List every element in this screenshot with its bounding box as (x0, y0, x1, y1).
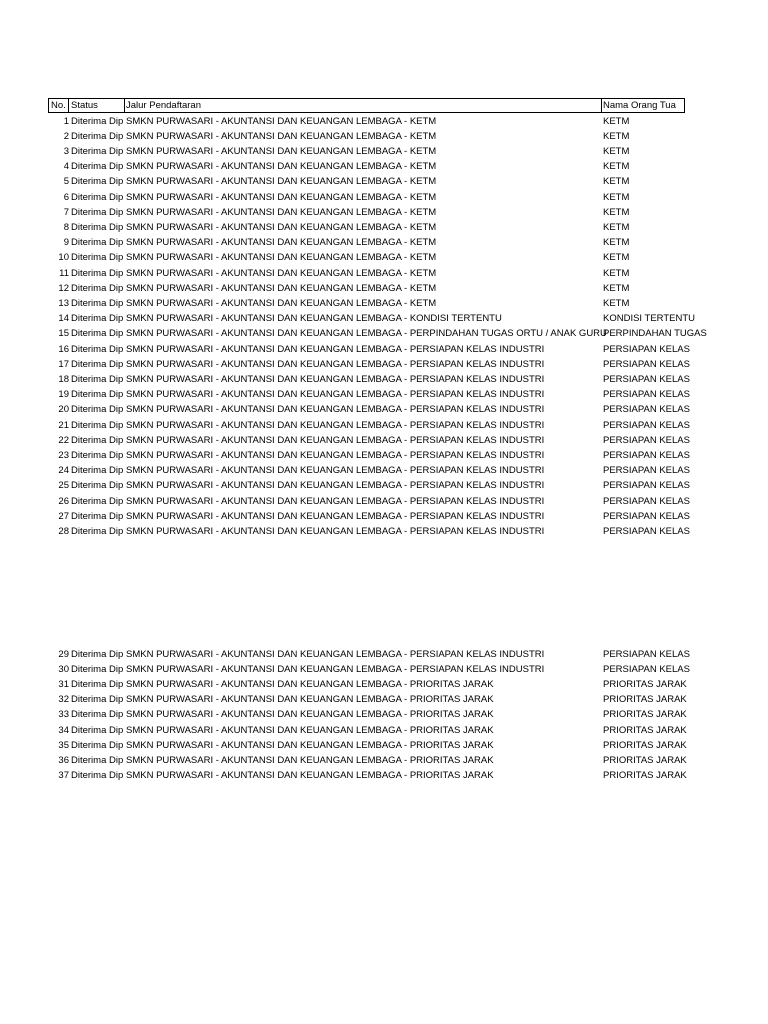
row-status: Diterima Dip (71, 282, 124, 294)
row-number: 36 (58, 754, 69, 766)
row-status: Diterima Dip (71, 739, 124, 751)
row-number: 25 (58, 480, 69, 492)
table-row (0, 311, 768, 326)
table-row (0, 448, 768, 463)
row-number: 32 (58, 694, 69, 706)
table-row (0, 433, 768, 448)
table-row (0, 342, 768, 357)
table-row (0, 677, 768, 692)
row-jalur-pendaftaran: SMKN PURWASARI - AKUNTANSI DAN KEUANGAN LEMBAGA - KETM (126, 115, 437, 127)
row-status: Diterima Dip (71, 449, 124, 461)
row-status: Diterima Dip (71, 176, 124, 188)
table-row (0, 281, 768, 296)
row-status: Diterima Dip (71, 754, 124, 766)
row-number: 23 (58, 449, 69, 461)
row-status: Diterima Dip (71, 115, 124, 127)
row-jalur-pendaftaran: SMKN PURWASARI - AKUNTANSI DAN KEUANGAN LEMBAGA - PERSIAPAN KELAS INDUSTRI (126, 480, 545, 492)
table-row (0, 205, 768, 220)
row-status: Diterima Dip (71, 724, 124, 736)
row-status: Diterima Dip (71, 358, 124, 370)
row-number: 6 (63, 191, 69, 203)
row-nama-orang-tua: PRIORITAS JARAK (603, 754, 687, 766)
row-nama-orang-tua: KETM (603, 221, 630, 233)
header-divider (601, 99, 602, 112)
table-row (0, 509, 768, 524)
row-nama-orang-tua: PERSIAPAN KELAS (603, 343, 690, 355)
row-jalur-pendaftaran: SMKN PURWASARI - AKUNTANSI DAN KEUANGAN LEMBAGA - PERSIAPAN KELAS INDUSTRI (126, 449, 545, 461)
row-nama-orang-tua: PRIORITAS JARAK (603, 709, 687, 721)
table-row (0, 372, 768, 387)
row-status: Diterima Dip (71, 465, 124, 477)
table-row (0, 326, 768, 341)
row-jalur-pendaftaran: SMKN PURWASARI - AKUNTANSI DAN KEUANGAN LEMBAGA - KETM (126, 206, 437, 218)
row-jalur-pendaftaran: SMKN PURWASARI - AKUNTANSI DAN KEUANGAN LEMBAGA - PERSIAPAN KELAS INDUSTRI (126, 434, 545, 446)
row-number: 35 (58, 739, 69, 751)
row-number: 15 (58, 328, 69, 340)
row-status: Diterima Dip (71, 313, 124, 325)
row-nama-orang-tua: PERSIAPAN KELAS (603, 510, 690, 522)
row-number: 26 (58, 495, 69, 507)
row-number: 33 (58, 709, 69, 721)
row-number: 18 (58, 373, 69, 385)
row-jalur-pendaftaran: SMKN PURWASARI - AKUNTANSI DAN KEUANGAN LEMBAGA - PERSIAPAN KELAS INDUSTRI (126, 404, 545, 416)
row-jalur-pendaftaran: SMKN PURWASARI - AKUNTANSI DAN KEUANGAN LEMBAGA - KETM (126, 282, 437, 294)
table-row (0, 129, 768, 144)
row-nama-orang-tua: PERPINDAHAN TUGAS (603, 328, 707, 340)
table-row (0, 266, 768, 281)
table-row (0, 692, 768, 707)
row-nama-orang-tua: PERSIAPAN KELAS (603, 663, 690, 675)
row-jalur-pendaftaran: SMKN PURWASARI - AKUNTANSI DAN KEUANGAN LEMBAGA - KETM (126, 161, 437, 173)
row-nama-orang-tua: KETM (603, 252, 630, 264)
row-nama-orang-tua: PERSIAPAN KELAS (603, 648, 690, 660)
row-number: 13 (58, 297, 69, 309)
header-divider (68, 99, 69, 112)
row-status: Diterima Dip (71, 221, 124, 233)
row-number: 30 (58, 663, 69, 675)
row-jalur-pendaftaran: SMKN PURWASARI - AKUNTANSI DAN KEUANGAN LEMBAGA - PERSIAPAN KELAS INDUSTRI (126, 663, 545, 675)
table-row (0, 235, 768, 250)
row-number: 27 (58, 510, 69, 522)
row-number: 2 (63, 130, 69, 142)
row-nama-orang-tua: KETM (603, 145, 630, 157)
row-jalur-pendaftaran: SMKN PURWASARI - AKUNTANSI DAN KEUANGAN LEMBAGA - PERSIAPAN KELAS INDUSTRI (126, 358, 545, 370)
row-number: 31 (58, 678, 69, 690)
table-row (0, 524, 768, 539)
row-status: Diterima Dip (71, 770, 124, 782)
table-row (0, 463, 768, 478)
row-nama-orang-tua: KONDISI TERTENTU (603, 313, 696, 325)
row-number: 28 (58, 525, 69, 537)
row-number: 20 (58, 404, 69, 416)
row-number: 34 (58, 724, 69, 736)
row-nama-orang-tua: PERSIAPAN KELAS (603, 495, 690, 507)
row-jalur-pendaftaran: SMKN PURWASARI - AKUNTANSI DAN KEUANGAN LEMBAGA - KETM (126, 145, 437, 157)
table-row (0, 418, 768, 433)
row-jalur-pendaftaran: SMKN PURWASARI - AKUNTANSI DAN KEUANGAN LEMBAGA - PERSIAPAN KELAS INDUSTRI (126, 495, 545, 507)
row-status: Diterima Dip (71, 145, 124, 157)
table-row (0, 159, 768, 174)
row-jalur-pendaftaran: SMKN PURWASARI - AKUNTANSI DAN KEUANGAN LEMBAGA - KETM (126, 130, 437, 142)
row-status: Diterima Dip (71, 709, 124, 721)
row-nama-orang-tua: PERSIAPAN KELAS (603, 358, 690, 370)
table-row (0, 753, 768, 768)
row-jalur-pendaftaran: SMKN PURWASARI - AKUNTANSI DAN KEUANGAN LEMBAGA - KETM (126, 221, 437, 233)
table-row (0, 494, 768, 509)
row-nama-orang-tua: PERSIAPAN KELAS (603, 480, 690, 492)
table-row (0, 114, 768, 129)
row-status: Diterima Dip (71, 206, 124, 218)
row-nama-orang-tua: PERSIAPAN KELAS (603, 419, 690, 431)
table-row (0, 707, 768, 722)
row-jalur-pendaftaran: SMKN PURWASARI - AKUNTANSI DAN KEUANGAN LEMBAGA - PERSIAPAN KELAS INDUSTRI (126, 389, 545, 401)
row-jalur-pendaftaran: SMKN PURWASARI - AKUNTANSI DAN KEUANGAN LEMBAGA - KETM (126, 191, 437, 203)
header-status: Status (71, 100, 98, 111)
row-status: Diterima Dip (71, 510, 124, 522)
row-jalur-pendaftaran: SMKN PURWASARI - AKUNTANSI DAN KEUANGAN LEMBAGA - PERSIAPAN KELAS INDUSTRI (126, 419, 545, 431)
row-jalur-pendaftaran: SMKN PURWASARI - AKUNTANSI DAN KEUANGAN LEMBAGA - KETM (126, 267, 437, 279)
row-jalur-pendaftaran: SMKN PURWASARI - AKUNTANSI DAN KEUANGAN LEMBAGA - KETM (126, 252, 437, 264)
row-status: Diterima Dip (71, 373, 124, 385)
row-number: 7 (63, 206, 69, 218)
row-nama-orang-tua: KETM (603, 191, 630, 203)
table-row (0, 723, 768, 738)
header-jalur-pendaftaran: Jalur Pendaftaran (126, 100, 201, 111)
table-row (0, 478, 768, 493)
row-status: Diterima Dip (71, 130, 124, 142)
row-status: Diterima Dip (71, 434, 124, 446)
row-status: Diterima Dip (71, 297, 124, 309)
row-jalur-pendaftaran: SMKN PURWASARI - AKUNTANSI DAN KEUANGAN LEMBAGA - PRIORITAS JARAK (126, 694, 494, 706)
row-jalur-pendaftaran: SMKN PURWASARI - AKUNTANSI DAN KEUANGAN LEMBAGA - PRIORITAS JARAK (126, 709, 494, 721)
row-number: 11 (59, 267, 69, 279)
table-row (0, 296, 768, 311)
row-jalur-pendaftaran: SMKN PURWASARI - AKUNTANSI DAN KEUANGAN LEMBAGA - KONDISI TERTENTU (126, 313, 502, 325)
row-nama-orang-tua: PRIORITAS JARAK (603, 678, 687, 690)
row-status: Diterima Dip (71, 495, 124, 507)
row-nama-orang-tua: PERSIAPAN KELAS (603, 465, 690, 477)
row-jalur-pendaftaran: SMKN PURWASARI - AKUNTANSI DAN KEUANGAN LEMBAGA - PERSIAPAN KELAS INDUSTRI (126, 373, 545, 385)
row-number: 10 (58, 252, 69, 264)
row-status: Diterima Dip (71, 252, 124, 264)
row-jalur-pendaftaran: SMKN PURWASARI - AKUNTANSI DAN KEUANGAN LEMBAGA - PRIORITAS JARAK (126, 739, 494, 751)
row-number: 29 (58, 648, 69, 660)
row-number: 24 (58, 465, 69, 477)
row-jalur-pendaftaran: SMKN PURWASARI - AKUNTANSI DAN KEUANGAN LEMBAGA - KETM (126, 297, 437, 309)
table-row (0, 768, 768, 783)
row-status: Diterima Dip (71, 419, 124, 431)
row-number: 9 (63, 237, 69, 249)
table-row (0, 357, 768, 372)
row-status: Diterima Dip (71, 678, 124, 690)
header-nama-orang-tua: Nama Orang Tua (603, 100, 676, 111)
row-jalur-pendaftaran: SMKN PURWASARI - AKUNTANSI DAN KEUANGAN LEMBAGA - PERSIAPAN KELAS INDUSTRI (126, 525, 545, 537)
row-number: 1 (63, 115, 69, 127)
row-nama-orang-tua: KETM (603, 297, 630, 309)
table-row (0, 220, 768, 235)
table-row (0, 190, 768, 205)
row-status: Diterima Dip (71, 191, 124, 203)
row-status: Diterima Dip (71, 694, 124, 706)
row-nama-orang-tua: PRIORITAS JARAK (603, 724, 687, 736)
row-status: Diterima Dip (71, 267, 124, 279)
row-status: Diterima Dip (71, 663, 124, 675)
row-number: 5 (63, 176, 69, 188)
table-row (0, 144, 768, 159)
row-number: 21 (58, 419, 69, 431)
row-nama-orang-tua: KETM (603, 237, 630, 249)
header-divider (124, 99, 125, 112)
row-nama-orang-tua: KETM (603, 267, 630, 279)
row-nama-orang-tua: PRIORITAS JARAK (603, 694, 687, 706)
row-jalur-pendaftaran: SMKN PURWASARI - AKUNTANSI DAN KEUANGAN LEMBAGA - PRIORITAS JARAK (126, 724, 494, 736)
row-nama-orang-tua: KETM (603, 115, 630, 127)
row-status: Diterima Dip (71, 648, 124, 660)
row-jalur-pendaftaran: SMKN PURWASARI - AKUNTANSI DAN KEUANGAN LEMBAGA - KETM (126, 237, 437, 249)
row-nama-orang-tua: KETM (603, 176, 630, 188)
row-number: 4 (63, 161, 69, 173)
row-nama-orang-tua: PERSIAPAN KELAS (603, 449, 690, 461)
table-header (48, 98, 685, 113)
table-row (0, 174, 768, 189)
row-status: Diterima Dip (71, 404, 124, 416)
row-jalur-pendaftaran: SMKN PURWASARI - AKUNTANSI DAN KEUANGAN LEMBAGA - PRIORITAS JARAK (126, 770, 494, 782)
row-nama-orang-tua: PERSIAPAN KELAS (603, 525, 690, 537)
row-nama-orang-tua: KETM (603, 206, 630, 218)
row-status: Diterima Dip (71, 343, 124, 355)
row-nama-orang-tua: PERSIAPAN KELAS (603, 389, 690, 401)
row-jalur-pendaftaran: SMKN PURWASARI - AKUNTANSI DAN KEUANGAN LEMBAGA - PERSIAPAN KELAS INDUSTRI (126, 343, 545, 355)
row-status: Diterima Dip (71, 237, 124, 249)
table-row (0, 647, 768, 662)
row-jalur-pendaftaran: SMKN PURWASARI - AKUNTANSI DAN KEUANGAN LEMBAGA - PERPINDAHAN TUGAS ORTU / ANAK GURU (126, 328, 607, 340)
table-row (0, 402, 768, 417)
row-status: Diterima Dip (71, 480, 124, 492)
row-jalur-pendaftaran: SMKN PURWASARI - AKUNTANSI DAN KEUANGAN LEMBAGA - PERSIAPAN KELAS INDUSTRI (126, 510, 545, 522)
row-jalur-pendaftaran: SMKN PURWASARI - AKUNTANSI DAN KEUANGAN LEMBAGA - PERSIAPAN KELAS INDUSTRI (126, 465, 545, 477)
row-status: Diterima Dip (71, 389, 124, 401)
row-number: 3 (63, 145, 69, 157)
row-status: Diterima Dip (71, 525, 124, 537)
row-status: Diterima Dip (71, 161, 124, 173)
row-number: 22 (58, 434, 69, 446)
row-nama-orang-tua: PRIORITAS JARAK (603, 770, 687, 782)
row-nama-orang-tua: PERSIAPAN KELAS (603, 434, 690, 446)
row-nama-orang-tua: KETM (603, 130, 630, 142)
row-number: 8 (63, 221, 69, 233)
row-number: 12 (58, 282, 69, 294)
table-row (0, 387, 768, 402)
row-jalur-pendaftaran: SMKN PURWASARI - AKUNTANSI DAN KEUANGAN LEMBAGA - KETM (126, 176, 437, 188)
row-number: 14 (58, 313, 69, 325)
table-row (0, 662, 768, 677)
row-status: Diterima Dip (71, 328, 124, 340)
table-row (0, 250, 768, 265)
row-nama-orang-tua: PERSIAPAN KELAS (603, 373, 690, 385)
row-nama-orang-tua: KETM (603, 282, 630, 294)
table-row (0, 738, 768, 753)
row-nama-orang-tua: KETM (603, 161, 630, 173)
row-nama-orang-tua: PRIORITAS JARAK (603, 739, 687, 751)
row-number: 17 (58, 358, 69, 370)
row-number: 37 (58, 770, 69, 782)
row-nama-orang-tua: PERSIAPAN KELAS (603, 404, 690, 416)
row-jalur-pendaftaran: SMKN PURWASARI - AKUNTANSI DAN KEUANGAN LEMBAGA - PRIORITAS JARAK (126, 678, 494, 690)
row-jalur-pendaftaran: SMKN PURWASARI - AKUNTANSI DAN KEUANGAN LEMBAGA - PERSIAPAN KELAS INDUSTRI (126, 648, 545, 660)
row-number: 16 (58, 343, 69, 355)
header-no: No. (51, 100, 66, 111)
row-jalur-pendaftaran: SMKN PURWASARI - AKUNTANSI DAN KEUANGAN LEMBAGA - PRIORITAS JARAK (126, 754, 494, 766)
row-number: 19 (58, 389, 69, 401)
